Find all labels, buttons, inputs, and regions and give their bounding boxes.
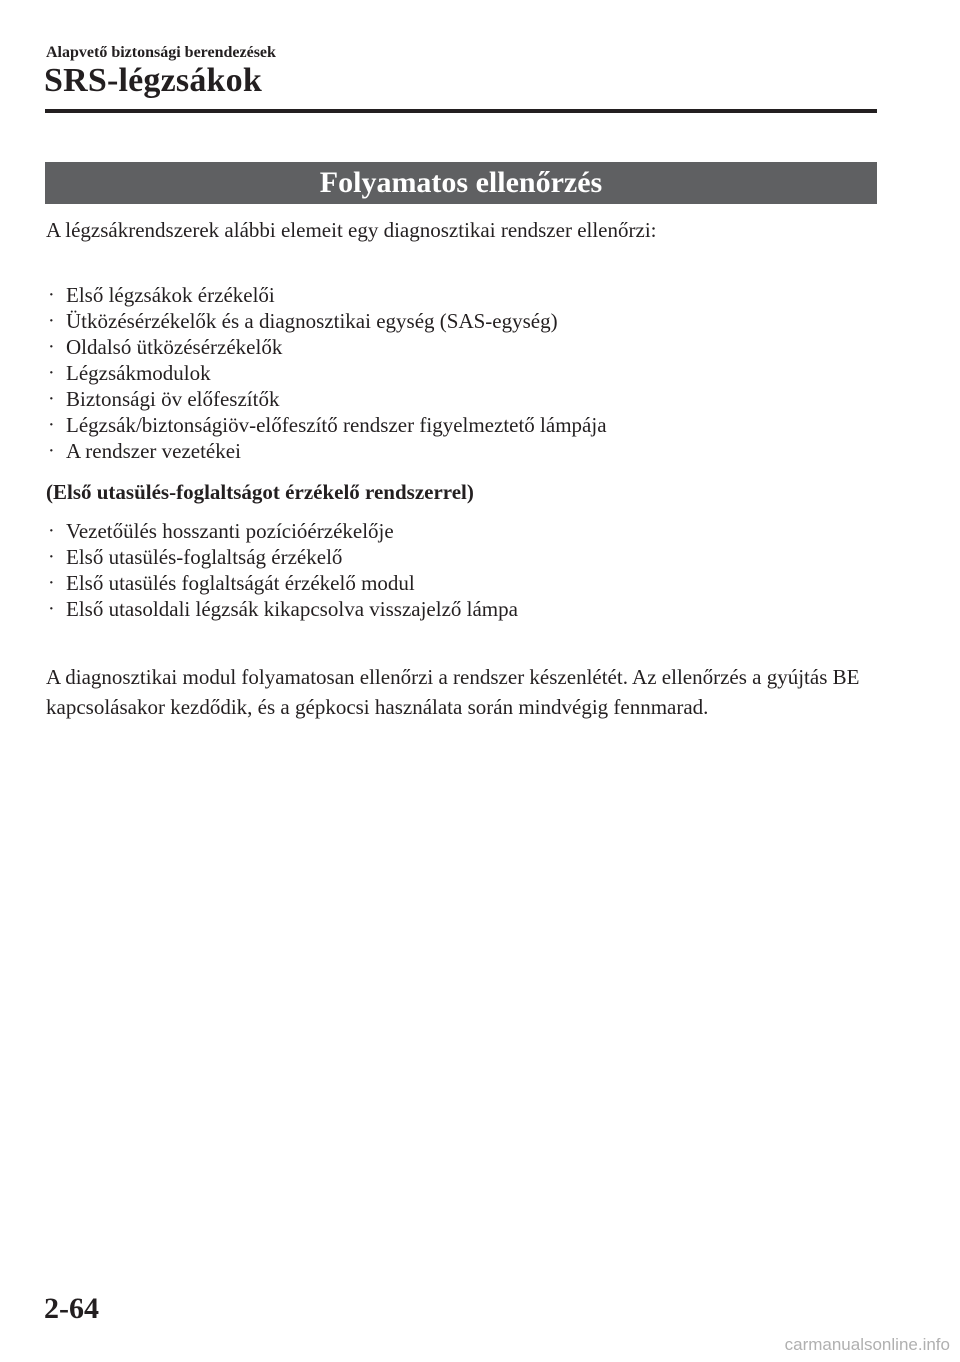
watermark: carmanualsonline.info (784, 1335, 950, 1354)
subheading: (Első utasülés-foglaltságot érzékelő rendszerrel) (46, 480, 474, 504)
list-item: · Biztonsági öv előfeszítők (48, 387, 280, 411)
bullet-icon: · (48, 336, 55, 358)
bullet-icon: · (48, 414, 55, 436)
list-item: · A rendszer vezetékei (48, 439, 241, 463)
component-list (46, 282, 607, 464)
list-item: · Első légzsákok érzékelői (48, 283, 275, 307)
intro-paragraph: A légzsákrendszerek alábbi elemeit egy diagnosztikai rendszer ellenőrzi: (46, 218, 657, 242)
list-item: · Vezetőülés hosszanti pozícióérzékelője (48, 519, 394, 543)
topic-banner: Folyamatos ellenőrzés (45, 162, 877, 204)
bullet-icon: · (48, 440, 55, 462)
bullet-icon: · (48, 572, 55, 594)
list-item: · Első utasülés-foglaltság érzékelő (48, 545, 343, 569)
bullet-icon: · (48, 284, 55, 306)
bullet-icon: · (48, 388, 55, 410)
bullet-icon: · (48, 362, 55, 384)
closing-paragraph: A diagnosztikai modul folyamatosan ellenőrzi a rendszer készenlétét. Az ellenőrzés a gyújtás BE kapcsolásakor kezdődik, és a gépkocsi használata során mindvégig fennmarad. (46, 665, 860, 719)
header-rule (45, 109, 877, 113)
occupancy-list (46, 518, 518, 622)
list-item: · Oldalsó ütközésérzékelők (48, 335, 283, 359)
bullet-icon: · (48, 310, 55, 332)
bullet-icon: · (48, 598, 55, 620)
list-item: · Első utasoldali légzsák kikapcsolva visszajelző lámpa (48, 597, 518, 621)
bullet-icon: · (48, 546, 55, 568)
list-item: · Légzsák/biztonságiöv-előfeszítő rendszer figyelmeztető lámpája (48, 413, 607, 437)
list-item: · Ütközésérzékelők és a diagnosztikai egység (SAS-egység) (48, 309, 558, 333)
section-title: SRS-légzsákok (44, 62, 262, 99)
page-number: 2-64 (44, 1292, 99, 1325)
list-item: · Első utasülés foglaltságát érzékelő modul (48, 571, 415, 595)
list-item: · Légzsákmodulok (48, 361, 211, 385)
bullet-icon: · (48, 520, 55, 542)
chapter-title: Alapvető biztonsági berendezések (46, 44, 276, 61)
